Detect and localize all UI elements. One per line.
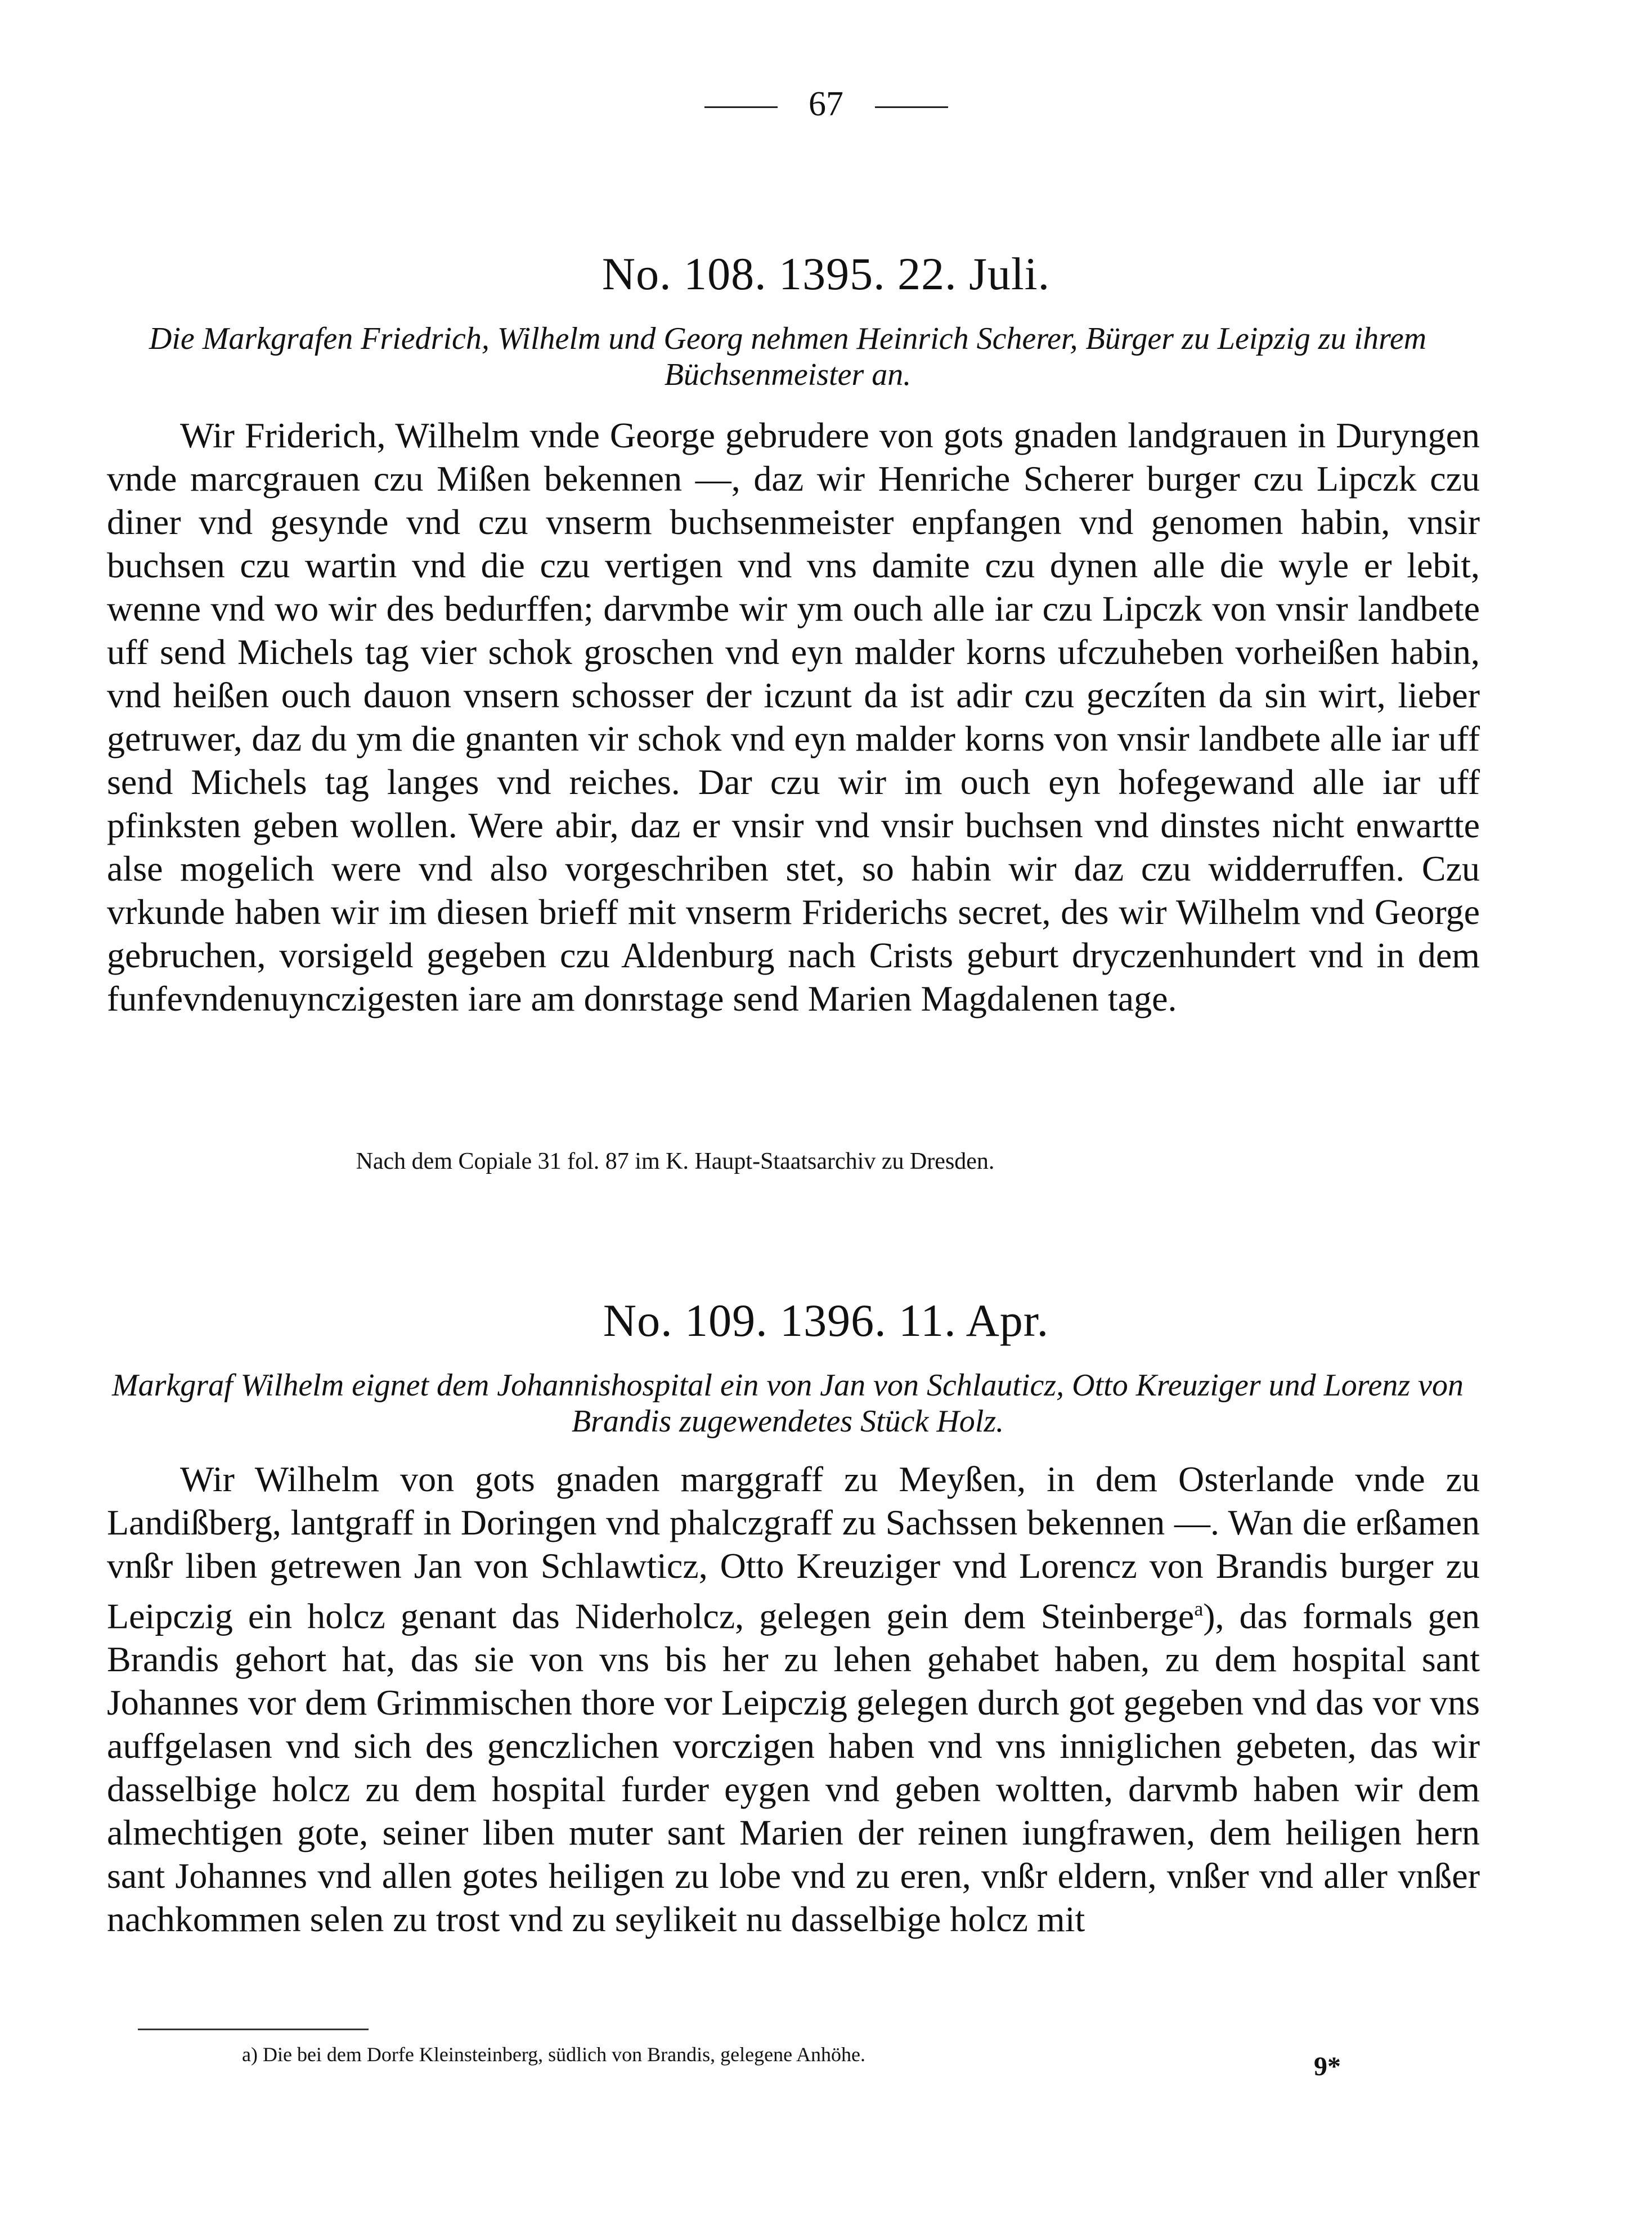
document-109-text-part-1: Wir Wilhelm von gots gnaden marggraff zu Meyßen, in dem Osterlande vnde zu Landißberg, lantgraff in Doringen vnd phalczgraff zu Sachssen bekennen —. Wan die erßamen vnßr liben getrewen Jan von Schlawticz, Otto Kreuziger vnd Lorencz von Brandis burger zu Leipczig ein holcz genant das Niderholcz, gelegen gein dem Steinberge (107, 1459, 1480, 1636)
footnote-marker: a (1194, 1598, 1204, 1620)
document-108-text: Wir Friderich, Wilhelm vnde George gebrudere von gots gnaden landgrauen in Duryngen vnde marcgrauen czu Mißen bekennen —, daz wir Henriche Scherer burger czu Lipczk czu diner vnd gesynde vnd czu vnserm buchsenmeister enpfangen vnd genomen habin, vnsir buchsen czu wartin vnd die czu vertigen vnd vns damite czu dynen alle die wyle er lebit, wenne vnd wo wir des bedurffen; darvmbe wir ym ouch alle iar czu Lipczk von vnsir landbete uff send Michels tag vier schok groschen vnd eyn malder korns ufczuheben vorheißen habin, vnd heißen ouch dauon vnsern schosser der iczunt da ist adir czu geczíten da sin wirt, lieber getruwer, daz du ym die gnanten vir schok vnd eyn malder korns von vnsir landbete alle iar uff send Michels tag langes vnd reiches. Dar czu wir im ouch eyn hofegewand alle iar uff pfinksten geben wollen. Were abir, daz er vnsir vnd vnsir buchsen vnd dinstes nicht enwartte alse mogelich were vnd also vorgeschriben stet, so habin wir daz czu widderruffen. Czu vrkunde haben wir im diesen brieff mit vnserm Friderichs secret, des wir Wilhelm vnd George gebruchen, vorsigeld gegeben czu Aldenburg nach Crists geburt dryczenhundert vnd in dem funfevndenuynczigesten iare am donrstage send Marien Magdalenen tage. (107, 415, 1480, 1018)
document-109-subtitle: Markgraf Wilhelm eignet dem Johannishospital ein von Jan von Schlauticz, Otto Kreuziger und Lorenz von Brandis zugewendetes Stück Holz. (112, 1368, 1464, 1439)
footnote-rule (138, 2029, 369, 2030)
document-108-subtitle: Die Markgrafen Friedrich, Wilhelm und Georg nehmen Heinrich Scherer, Bürger zu Leipzig zu ihrem Büchsenmeister an. (149, 321, 1427, 392)
signature-mark: 9* (1314, 2052, 1341, 2081)
page-number (0, 84, 1652, 124)
document-109-body (107, 1457, 1480, 1941)
document-109-heading: No. 109. 1396. 11. Apr. (603, 1295, 1049, 1346)
document-109-text (107, 1457, 1480, 1941)
document-109-text-part-2: ), das formals gen Brandis gehort hat, das sie von vns bis her zu lehen gehabet haben, zu dem hospital sant Johannes vor dem Grimmischen thore vor Leipczig gelegen durch got gegeben vnd das vor vns auffgelasen vnd sich des genczlichen vorczigen haben vnd vns inniglichen gebeten, das wir dasselbige holcz zu dem hospital furder eygen vnd geben woltten, darvmb haben wir dem almechtigen gote, seiner liben muter sant Marien der reinen iungfrawen, dem heiligen hern sant Johannes vnd allen gotes heiligen zu lobe vnd zu eren, vnßr eldern, vnßer vnd aller vnßer nachkommen selen zu trost vnd zu seylikeit nu dasselbige holcz mit (107, 1596, 1480, 1940)
document-108-body (107, 414, 1480, 1020)
document-108-source-note: Nach dem Copiale 31 fol. 87 im K. Haupt-Staatsarchiv zu Dresden. (356, 1148, 995, 1174)
document-108-heading: No. 108. 1395. 22. Juli. (601, 248, 1051, 299)
page-number-value: 67 (809, 85, 843, 123)
footnote: a) Die bei dem Dorfe Kleinsteinberg, südlich von Brandis, gelegene Anhöhe. (242, 2043, 866, 2066)
page-number-rule-left (704, 106, 778, 108)
page-number-rule-right (875, 106, 948, 108)
